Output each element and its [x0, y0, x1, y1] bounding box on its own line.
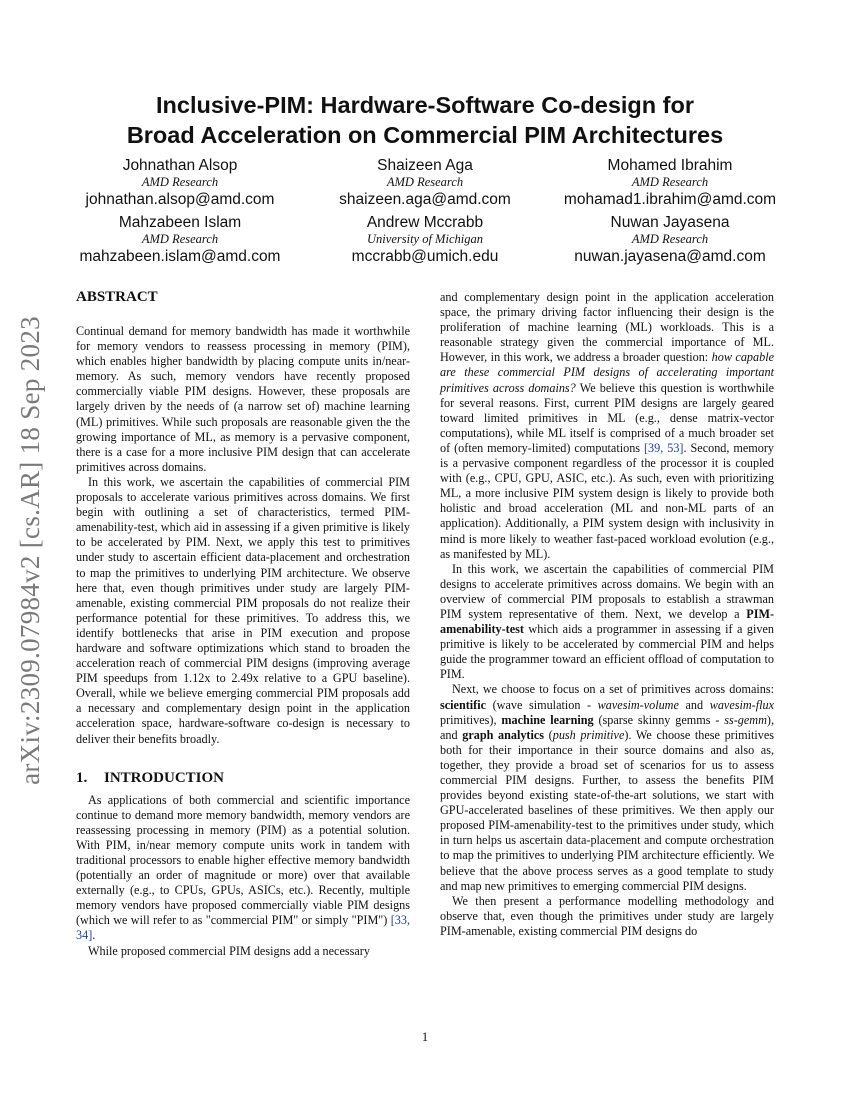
- abstract-paragraph: Continual demand for memory bandwidth has made it worthwhile for memory vendors to reassess processing in memory (PIM), which enables higher bandwidth by placing compute units in/near-memory. As such, memory vendors have recently proposed commercially viable PIM designs. However, these proposals are largely driven by the needs of (a narrow set of) machine learning (ML) primitives. While such proposals are reasonable given the the growing importance of ML, as memory is a pervasive component, there is a case for a more inclusive PIM design that can accelerate primitives across domains.: [76, 324, 410, 474]
- author-email: johnathan.alsop@amd.com: [85, 191, 275, 208]
- author-affiliation: AMD Research: [141, 175, 219, 189]
- author-affiliation: AMD Research: [631, 175, 709, 189]
- italic-term: ss-gemm: [724, 712, 767, 727]
- abstract-heading: ABSTRACT: [76, 289, 158, 305]
- bold-term: machine learning: [501, 712, 594, 727]
- body-text: primitives),: [440, 712, 502, 727]
- author-name: Shaizeen Aga: [377, 157, 473, 174]
- citation-link[interactable]: [39, 53]: [644, 440, 684, 455]
- author-card: [550, 156, 790, 213]
- page-number: 1: [421, 1030, 429, 1044]
- author-row-1: [60, 156, 790, 213]
- body-text: ). We choose these primitives both for their importance in their source domains and also as, together, they provide a broad set of scenarios for us to assess commercial PIM designs. Further, to assess the benefits PIM provides beyond existing state-of-the-art solutions, we start with GPU-accelerated baselines of these primitives. We then apply our proposed PIM-amenability-test to the primitives under study, which in turn helps us ascertain data-placement and compute orchestration to map the primitives to underlying PIM architecture efficiently. We believe that the above process serves as a good template to study and map new primitives to emerging commercial PIM designs.: [440, 727, 774, 893]
- body-text: (sparse skinny gemms -: [593, 712, 725, 727]
- author-card: [305, 213, 545, 270]
- author-affiliation: AMD Research: [141, 232, 219, 246]
- author-name: Andrew Mccrabb: [366, 214, 484, 231]
- author-affiliation: University of Michigan: [367, 232, 483, 246]
- introduction-heading: [76, 769, 410, 787]
- bold-term: PIM-amenability-test: [440, 606, 774, 637]
- bold-term: scientific: [440, 697, 487, 712]
- author-name: Nuwan Jayasena: [610, 214, 730, 231]
- author-card: [305, 156, 545, 213]
- body-paragraph: We then present a performance modelling methodology and observe that, even though the primitives under study are largely PIM-amenable, existing commercial PIM designs do: [440, 893, 774, 938]
- author-email: mccrabb@umich.edu: [351, 248, 499, 265]
- italic-term: wavesim-flux: [709, 697, 774, 712]
- section-title: INTRODUCTION: [104, 769, 225, 786]
- author-card: [60, 156, 300, 213]
- intro-paragraph: [76, 793, 410, 944]
- author-name: Johnathan Alsop: [122, 157, 238, 174]
- body-text: which aids a programmer in assessing if a given primitive is likely to be accelerated by commercial PIM and helps guide the programmer toward an efficient offload of computation to PIM.: [440, 622, 774, 682]
- italic-term: push primitive: [552, 727, 625, 742]
- body-paragraph: [440, 290, 774, 562]
- bold-term: graph analytics: [462, 727, 545, 742]
- body-text: Next, we choose to focus on a set of primitives across domains:: [452, 682, 774, 697]
- section-number: 1.: [76, 769, 88, 786]
- body-text: and complementary design point in the application acceleration space, the primary driving factor influencing their design is the proliferation of machine learning (ML) workloads. This is a reasonable strategy given the commercial importance of ML. However, in this work, we address a broader question:: [440, 290, 774, 365]
- author-email: shaizeen.aga@amd.com: [339, 191, 511, 208]
- author-row-2: [60, 213, 790, 270]
- author-affiliation: AMD Research: [631, 232, 709, 246]
- author-email: mohamad1.ibrahim@amd.com: [563, 191, 777, 208]
- intro-paragraph: While proposed commercial PIM designs add a necessary: [88, 943, 370, 958]
- intro-text: .: [92, 928, 96, 943]
- author-card: [550, 213, 790, 270]
- intro-text: As applications of both commercial and scientific importance continue to demand more memory bandwidth, memory vendors are reassessing processing in memory (PIM) as a potential solution. With PIM, in/near memory compute units work in tandem with traditional processors to enable higher effective memory bandwidth (potentially an order of magnitude or more) over that available externally (e.g., to CPUs, GPUs, ASICs, etc.). Recently, multiple memory vendors have proposed commercially viable PIM designs (which we will refer to as "commercial PIM" or simply "PIM"): [76, 792, 410, 928]
- body-text: We believe this question is worthwhile for several reasons. First, current PIM designs are largely geared toward limited primitives in ML (e.g., dense matrix-vector computations), while ML itself is comprised of a much broader set of (often memory-limited) computations: [440, 380, 774, 455]
- citation-link[interactable]: [33, 34]: [76, 913, 410, 943]
- arxiv-identifier: arXiv:2309.07984v2 [cs.AR] 18 Sep 2023: [14, 315, 45, 785]
- body-text: and: [678, 697, 710, 712]
- paper-title: [60, 90, 790, 150]
- author-name: Mohamed Ibrahim: [607, 157, 733, 174]
- author-email: mahzabeen.islam@amd.com: [79, 248, 281, 265]
- body-text: (: [544, 727, 553, 742]
- author-block: [60, 156, 790, 270]
- right-column: [440, 290, 774, 939]
- title-line-2: Broad Acceleration on Commercial PIM Architectures: [126, 122, 724, 148]
- body-text: In this work, we ascertain the capabilities of commercial PIM designs to accelerate primitives across domains. We begin with an overview of commercial PIM proposals to establish a strawman PIM system representative of them. Next, we develop a: [440, 561, 774, 621]
- body-paragraph: [440, 562, 774, 683]
- italic-term: wavesim-volume: [597, 697, 679, 712]
- body-text: (wave simulation -: [486, 697, 598, 712]
- author-email: nuwan.jayasena@amd.com: [574, 248, 766, 265]
- author-card: [60, 213, 300, 270]
- research-question: how capable are these commercial PIM designs of accelerating important primitives across domains?: [440, 350, 774, 395]
- body-text: . Second, memory is a pervasive component regardless of the processor it is coupled with (e.g., CPU, GPU, ASIC, etc.). As such, even with prioritizing ML, a more inclusive PIM system design is likely to provide both holistic and broad acceleration (ML and non-ML parts of an application). Additionally, a PIM system design with inclusivity in mind is more likely to weather fast-paced workload evolution (e.g., as manifested by ML).: [440, 440, 774, 561]
- arxiv-identifier-stamp: [8, 190, 52, 910]
- author-name: Mahzabeen Islam: [118, 214, 242, 231]
- left-column: [76, 288, 410, 959]
- author-affiliation: AMD Research: [386, 175, 464, 189]
- body-paragraph: [440, 682, 774, 893]
- body-text: ), and: [440, 712, 775, 742]
- title-line-1: Inclusive-PIM: Hardware-Software Co-design for: [156, 92, 694, 118]
- abstract-paragraph: In this work, we ascertain the capabilities of commercial PIM proposals to accelerate various primitives across domains. We first begin with outlining a set of characteristics, termed PIM-amenability-test, which aid in assessing if a given primitive is likely to be accelerated by PIM. Next, we apply this test to primitives under study to ascertain efficient data-placement and orchestration to map the primitives to underlying PIM architecture. We observe here that, even though primitives under study are largely PIM-amenable, existing commercial PIM proposals do not realize their performance potential for these primitives. To address this, we identify bottlenecks that arise in PIM execution and propose hardware and software optimizations which stand to broaden the acceleration reach of commercial PIM designs (improving average PIM speedups from 1.12x to 2.49x relative to a GPU baseline). Overall, while we believe emerging commercial PIM proposals add a necessary and complementary design point in the application acceleration space, hardware-software co-design is necessary to deliver their benefits broadly.: [76, 474, 410, 746]
